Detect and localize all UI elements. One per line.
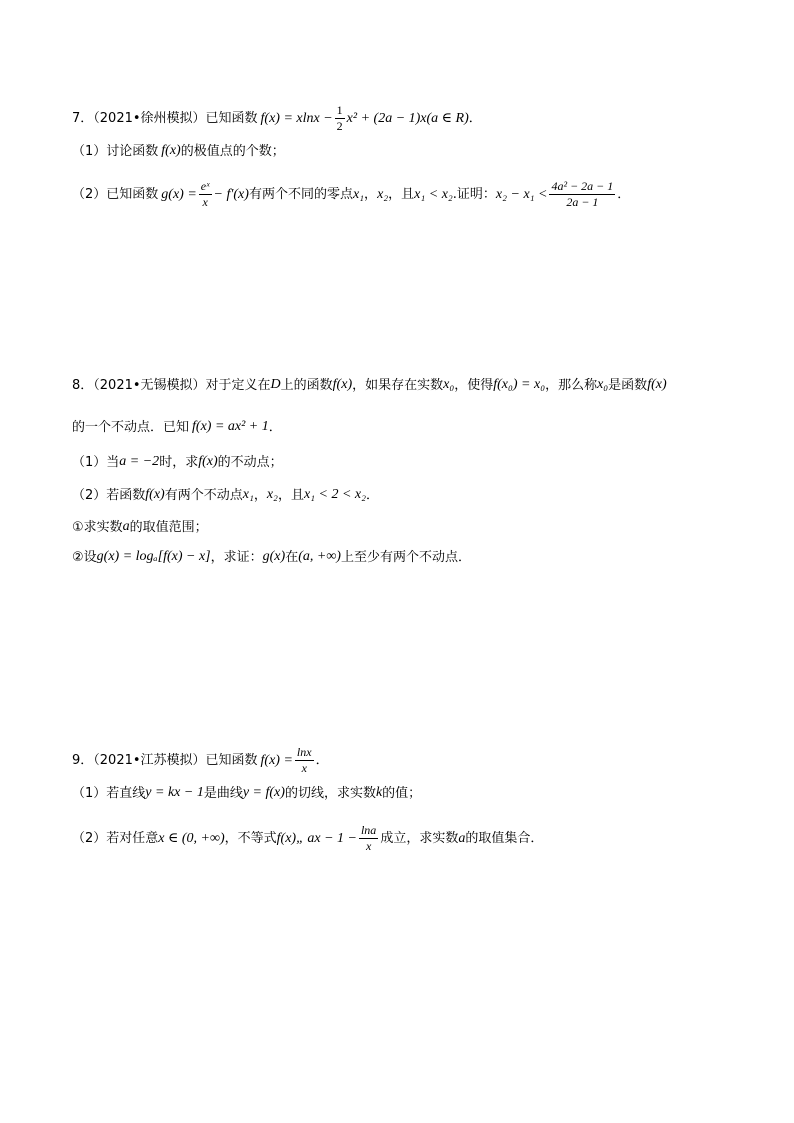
problem-7-func-lhs: f(x) = xlnx − [260,110,333,126]
text: 的取值范围； [129,519,208,535]
problem-9-ineq-fraction [359,824,378,853]
math-expression: g(x) [262,549,286,564]
problem-9-part-1 [72,786,421,800]
part-label: （2）已知函数 [72,187,159,203]
problem-8-subpart-2 [72,550,471,564]
problem-9-fraction [295,746,314,775]
punct: ， [364,187,378,203]
text: 是曲线 [203,785,243,801]
text: 成立，求实数 [380,831,459,847]
math-expression: f(x) [647,377,667,392]
math-var: x₁ [352,186,365,202]
math-expression: g(x) = [161,186,197,202]
math-var: x₀ [597,377,609,392]
frac-num: lna [360,823,377,837]
problem-9-prefix: 9．（2021•江苏模拟）已知函数 [72,753,258,769]
g-fraction [199,180,212,209]
math-expression: f(x) = ax² + 1 [192,419,269,434]
math-expression: − f′(x) [213,186,249,202]
problem-7-prefix: 7．（2021•徐州模拟）已知函数 [72,111,258,127]
frac-num: 4a² − 2a − 1 [551,179,614,193]
text: 上的函数 [280,377,333,393]
text: 的取值集合． [465,831,544,847]
math-expression: (a, +∞) [298,549,341,564]
text: 是函数 [608,377,648,393]
text: 的切线，求实数 [284,785,376,801]
problem-7-statement [72,104,482,133]
problem-8-statement-line-1 [72,378,667,392]
problem-8-subpart-1 [72,520,208,534]
math-expression: f(x) = [260,752,293,768]
math-var: x₁ [242,487,254,502]
problem-7-func-rest: x² + (2a − 1)x(a ∈ R) [346,110,469,126]
math-expression: f(x) [332,377,353,392]
part-label: （1）讨论函数 [72,143,159,159]
part-label: （1）当 [72,454,120,470]
punct: ， [253,487,267,503]
math-expression: y = kx − 1 [145,785,204,800]
frac-den: x [202,194,208,209]
math-expression: x₁ < x₂ [414,186,453,202]
problem-7-part-2 [72,180,630,209]
text: ，那么称 [545,377,598,393]
text: ，不等式 [224,831,277,847]
punct: ． [315,753,329,769]
math-expression: x₁ < 2 < x₂ [303,487,367,502]
math-expression: x ∈ (0, +∞) [158,830,225,846]
punct: ． [366,487,380,503]
math-expression: f(x) [161,143,181,158]
problem-7-fraction [335,104,345,133]
math-expression: x₂ − x₁ < [495,186,548,202]
punct: ． [268,419,282,435]
frac-den: x [365,838,372,853]
problem-9-part-2 [72,824,543,853]
frac-den: x [301,760,307,775]
math-expression: y = f(x) [242,785,285,800]
part-text: .证明： [452,187,496,203]
math-var: D [270,377,281,392]
problem-8-statement-line-2 [72,420,282,434]
problem-7-part-1 [72,144,285,158]
punct: ． [617,187,631,203]
math-var: a [458,830,466,846]
text: 的一个不动点．已知 [72,419,190,435]
subpart-label: ②设 [72,549,97,565]
problem-8-part-1 [72,455,283,469]
frac-num: eˣ [200,179,210,193]
part-label: （2）若函数 [72,487,146,503]
bound-fraction [549,180,615,209]
text: 时，求 [159,454,199,470]
math-expression: f(x) [145,487,165,502]
subpart-label: ①求实数 [72,519,123,535]
math-expression: f(x₀) = x₀ [493,377,546,392]
part-label: （2）若对任意 [72,831,159,847]
math-expression: g(x) = logₐ[f(x) − x] [96,549,211,564]
part-text: 有两个不同的零点 [248,187,353,203]
math-var: k [375,785,383,800]
text: ，使得 [454,377,494,393]
text: 的不动点； [217,454,283,470]
math-expression: a = −2 [119,454,160,469]
math-expression: f(x) [198,454,218,469]
frac-den: 2a − 1 [566,194,599,209]
math-var: x₂ [377,186,389,202]
part-label: （1）若直线 [72,785,146,801]
math-var: x₂ [266,487,278,502]
frac-num: lnx [296,745,312,759]
problem-9-statement [72,746,329,775]
text: ，且 [277,487,304,503]
text: 有两个不动点 [164,487,243,503]
text: ，求证： [210,549,263,565]
problem-7-end: ． [468,111,482,127]
problem-7-frac-den: 2 [336,118,343,133]
problem-8-part-2 [72,488,379,502]
text: 的值； [382,785,422,801]
math-var: x₀ [443,377,455,392]
text: 上至少有两个不动点． [340,549,471,565]
math-expression: f(x)„ ax − 1 − [276,830,357,846]
text: ，如果存在实数 [352,377,444,393]
math-var: a [122,519,130,534]
problem-7-frac-num: 1 [336,103,343,117]
part-text: 的极值点的个数； [180,143,285,159]
text: 在 [285,549,299,565]
problem-8-prefix: 8．（2021•无锡模拟）对于定义在 [72,377,271,393]
part-text: ，且 [388,187,415,203]
